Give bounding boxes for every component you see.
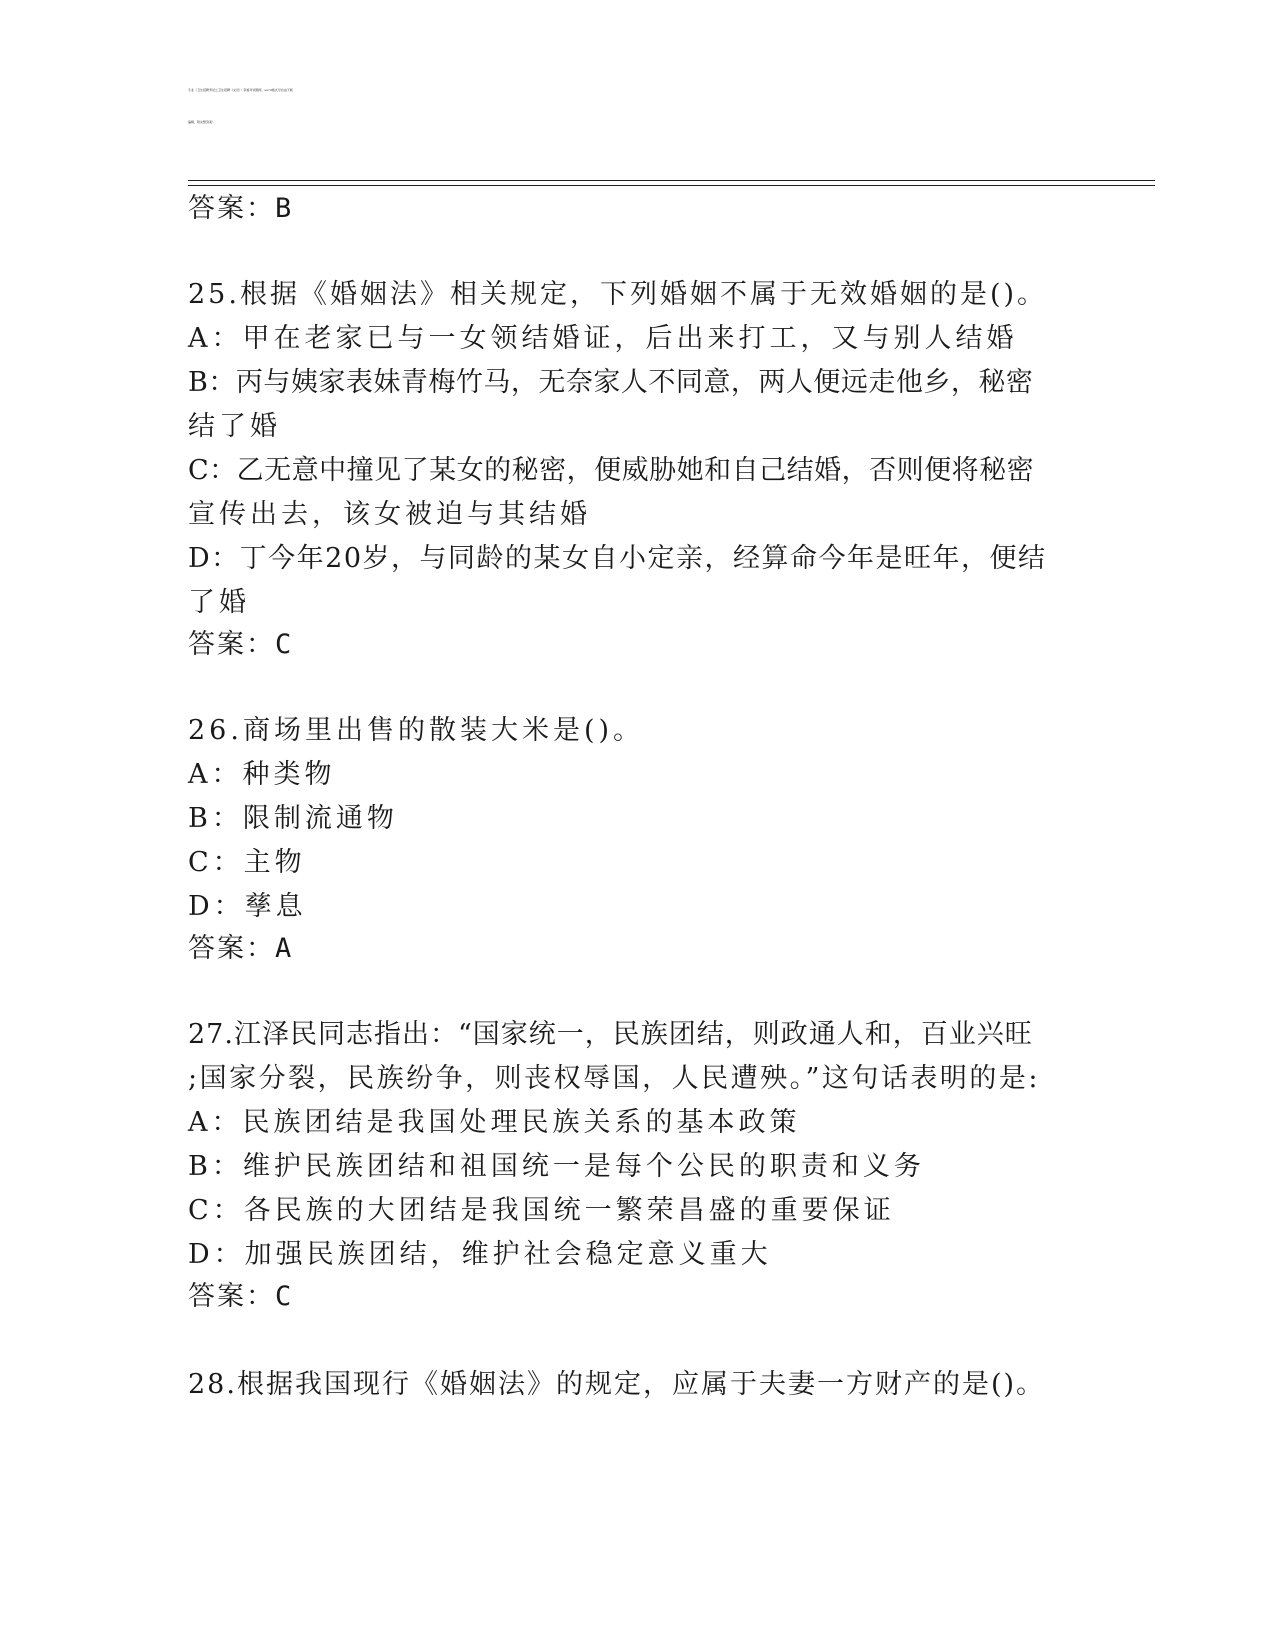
option-d: D：丁今年20岁，与同龄的某女自小定亲，经算命今年是旺年，便结: [188, 543, 1047, 574]
answer-value: A: [275, 933, 294, 964]
header-divider: [188, 185, 1155, 186]
document-intro: [188, 74, 1088, 138]
intro-line: 编辑，附完整答案！: [188, 120, 216, 124]
option-b: B：限制流通物: [188, 803, 398, 834]
option-a: A：甲在老家已与一女领结婚证，后出来打工，又与别人结婚: [188, 323, 1018, 354]
question-text: 25.根据《婚姻法》相关规定，下列婚姻不属于无效婚姻的是()。: [188, 279, 1048, 310]
header-divider: [188, 180, 1155, 181]
option-b: B：维护民族团结和祖国统一是每个公民的职责和义务: [188, 1151, 925, 1182]
option-a: A：民族团结是我国处理民族关系的基本政策: [188, 1107, 801, 1138]
answer-label: 答案：: [188, 933, 275, 964]
option-b-continued: 结了婚: [188, 411, 281, 442]
answer-value: C: [275, 629, 294, 660]
answer-value: C: [275, 1281, 294, 1312]
option-c-continued: 宣传出去，该女被迫与其结婚: [188, 499, 591, 530]
option-d-continued: 了婚: [188, 587, 250, 618]
question-text: 27.江泽民同志指出：“国家统一，民族团结，则政通人和，百业兴旺: [188, 1019, 1033, 1050]
answer-line: [188, 622, 293, 661]
option-a: A：种类物: [188, 759, 336, 790]
option-d: D：加强民族团结，维护社会稳定意义重大: [188, 1239, 772, 1270]
option-c: C：主物: [188, 847, 306, 878]
question-text: 28.根据我国现行《婚姻法》的规定，应属于夫妻一方财产的是()。: [188, 1369, 1046, 1400]
answer-label: 答案：: [188, 629, 275, 660]
answer-label: 答案：: [188, 193, 275, 224]
option-b: B：丙与姨家表妹青梅竹马，无奈家人不同意，两人便远走他乡，秘密: [188, 367, 1034, 398]
answer-line: [188, 926, 293, 965]
answer-value: B: [275, 193, 294, 224]
option-c: C：各民族的大团结是我国统一繁荣昌盛的重要保证: [188, 1195, 895, 1226]
answer-label: 答案：: [188, 1281, 275, 1312]
question-text: 26.商场里出售的散装大米是()。: [188, 715, 645, 746]
option-d: D：孳息: [188, 891, 307, 922]
question-text-continued: ;国家分裂，民族纷争，则丧权辱国，人民遭殃。”这句话表明的是:: [188, 1063, 1040, 1094]
answer-line: [188, 1274, 293, 1313]
answer-line: [188, 186, 293, 225]
intro-line: 专业《卫生招聘考试之卫生招聘（文员）》资格考试题库，word格式可自由下载: [188, 88, 293, 92]
option-c: C：乙无意中撞见了某女的秘密，便威胁她和自己结婚，否则便将秘密: [188, 455, 1035, 486]
